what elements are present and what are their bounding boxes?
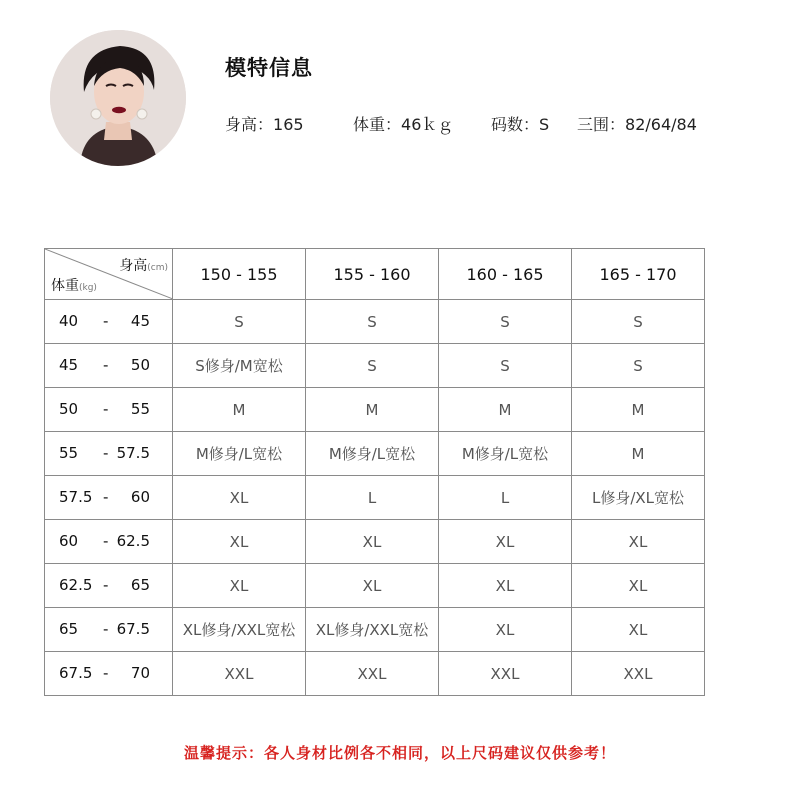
corner-cell bbox=[45, 249, 173, 300]
weight-to: 57.5 bbox=[116, 444, 150, 462]
weight-range-cell bbox=[45, 432, 173, 476]
size-cell: S bbox=[306, 344, 439, 388]
size-cell: XL bbox=[572, 520, 705, 564]
weight-to: 70 bbox=[130, 664, 150, 682]
model-height-label: 身高： bbox=[225, 115, 274, 134]
size-cell: M修身/L宽松 bbox=[439, 432, 572, 476]
model-height-value: 165 bbox=[273, 115, 304, 134]
weight-from: 60 bbox=[59, 532, 79, 550]
weight-from: 57.5 bbox=[59, 488, 93, 506]
weight-to: 62.5 bbox=[116, 532, 150, 550]
size-cell: S bbox=[306, 300, 439, 344]
weight-dash: - bbox=[103, 444, 109, 462]
model-measurements-label: 三围： bbox=[577, 115, 626, 134]
size-cell: XL bbox=[306, 564, 439, 608]
size-cell: XL bbox=[439, 520, 572, 564]
weight-from: 40 bbox=[59, 312, 79, 330]
height-label-text: 身高 bbox=[119, 258, 148, 274]
size-cell: XXL bbox=[439, 652, 572, 696]
size-cell: M bbox=[173, 388, 306, 432]
model-height bbox=[225, 112, 304, 135]
size-cell: XL bbox=[572, 564, 705, 608]
weight-label-text: 体重 bbox=[51, 278, 79, 294]
size-cell: S bbox=[572, 300, 705, 344]
height-range-header: 160 - 165 bbox=[439, 249, 572, 300]
weight-to: 65 bbox=[130, 576, 150, 594]
size-cell: M修身/L宽松 bbox=[306, 432, 439, 476]
table-row bbox=[45, 388, 705, 432]
size-cell: XXL bbox=[572, 652, 705, 696]
weight-from: 62.5 bbox=[59, 576, 93, 594]
size-cell: XL bbox=[572, 608, 705, 652]
size-cell: XL bbox=[173, 564, 306, 608]
size-cell: XL bbox=[173, 520, 306, 564]
size-cell: M bbox=[572, 432, 705, 476]
weight-range-cell bbox=[45, 520, 173, 564]
table-row bbox=[45, 300, 705, 344]
weight-from: 50 bbox=[59, 400, 79, 418]
weight-from: 55 bbox=[59, 444, 79, 462]
weight-range-cell bbox=[45, 300, 173, 344]
size-cell: M bbox=[306, 388, 439, 432]
weight-to: 55 bbox=[130, 400, 150, 418]
table-row bbox=[45, 520, 705, 564]
model-size bbox=[491, 112, 549, 135]
table-row bbox=[45, 652, 705, 696]
size-cell: XL bbox=[439, 564, 572, 608]
weight-range-cell bbox=[45, 608, 173, 652]
height-range-header: 150 - 155 bbox=[173, 249, 306, 300]
model-portrait bbox=[50, 30, 186, 166]
weight-dash: - bbox=[103, 664, 109, 682]
size-cell: M bbox=[439, 388, 572, 432]
size-cell: XL bbox=[306, 520, 439, 564]
size-chart-table bbox=[44, 248, 705, 696]
model-size-label: 码数： bbox=[491, 115, 540, 134]
weight-from: 67.5 bbox=[59, 664, 93, 682]
weight-range-cell bbox=[45, 388, 173, 432]
table-row bbox=[45, 608, 705, 652]
size-cell: S bbox=[173, 300, 306, 344]
size-cell: XL修身/XXL宽松 bbox=[306, 608, 439, 652]
size-cell: S bbox=[439, 300, 572, 344]
size-advice-note: 温馨提示：各人身材比例各不相同，以上尺码建议仅供参考！ bbox=[183, 744, 616, 762]
size-cell: L bbox=[439, 476, 572, 520]
weight-dash: - bbox=[103, 576, 109, 594]
table-row bbox=[45, 344, 705, 388]
weight-range-cell bbox=[45, 564, 173, 608]
table-row bbox=[45, 564, 705, 608]
weight-axis-label bbox=[51, 275, 97, 295]
model-info-title: 模特信息 bbox=[225, 56, 313, 80]
weight-from: 45 bbox=[59, 356, 79, 374]
model-avatar bbox=[50, 30, 186, 166]
size-cell: L bbox=[306, 476, 439, 520]
size-cell: XL bbox=[173, 476, 306, 520]
size-cell: S修身/M宽松 bbox=[173, 344, 306, 388]
model-size-value: S bbox=[539, 115, 550, 134]
weight-range-cell bbox=[45, 652, 173, 696]
size-cell: XXL bbox=[306, 652, 439, 696]
weight-range-cell bbox=[45, 476, 173, 520]
weight-to: 60 bbox=[130, 488, 150, 506]
table-row bbox=[45, 432, 705, 476]
height-range-header: 165 - 170 bbox=[572, 249, 705, 300]
weight-to: 50 bbox=[130, 356, 150, 374]
weight-to: 45 bbox=[130, 312, 150, 330]
model-weight bbox=[353, 112, 453, 135]
model-measurements-value: 82/64/84 bbox=[625, 115, 697, 134]
weight-unit-text: (kg) bbox=[79, 283, 97, 293]
weight-dash: - bbox=[103, 488, 109, 506]
model-measurements bbox=[577, 112, 697, 135]
weight-dash: - bbox=[103, 400, 109, 418]
weight-dash: - bbox=[103, 312, 109, 330]
size-cell: XL修身/XXL宽松 bbox=[173, 608, 306, 652]
size-cell: L修身/XL宽松 bbox=[572, 476, 705, 520]
weight-range-cell bbox=[45, 344, 173, 388]
weight-dash: - bbox=[103, 532, 109, 550]
height-range-header: 155 - 160 bbox=[306, 249, 439, 300]
weight-from: 65 bbox=[59, 620, 79, 638]
size-cell: M bbox=[572, 388, 705, 432]
model-weight-label: 体重： bbox=[353, 115, 402, 134]
size-cell: S bbox=[439, 344, 572, 388]
weight-dash: - bbox=[103, 356, 109, 374]
table-row bbox=[45, 476, 705, 520]
size-cell: M修身/L宽松 bbox=[173, 432, 306, 476]
size-cell: XXL bbox=[173, 652, 306, 696]
size-cell: S bbox=[572, 344, 705, 388]
model-stats bbox=[225, 112, 785, 138]
height-axis-label bbox=[119, 255, 168, 275]
height-unit-text: (cm) bbox=[147, 263, 168, 273]
size-cell: XL bbox=[439, 608, 572, 652]
size-chart-header bbox=[45, 249, 705, 300]
weight-to: 67.5 bbox=[116, 620, 150, 638]
model-weight-value: 46ｋｇ bbox=[401, 115, 454, 134]
weight-dash: - bbox=[103, 620, 109, 638]
